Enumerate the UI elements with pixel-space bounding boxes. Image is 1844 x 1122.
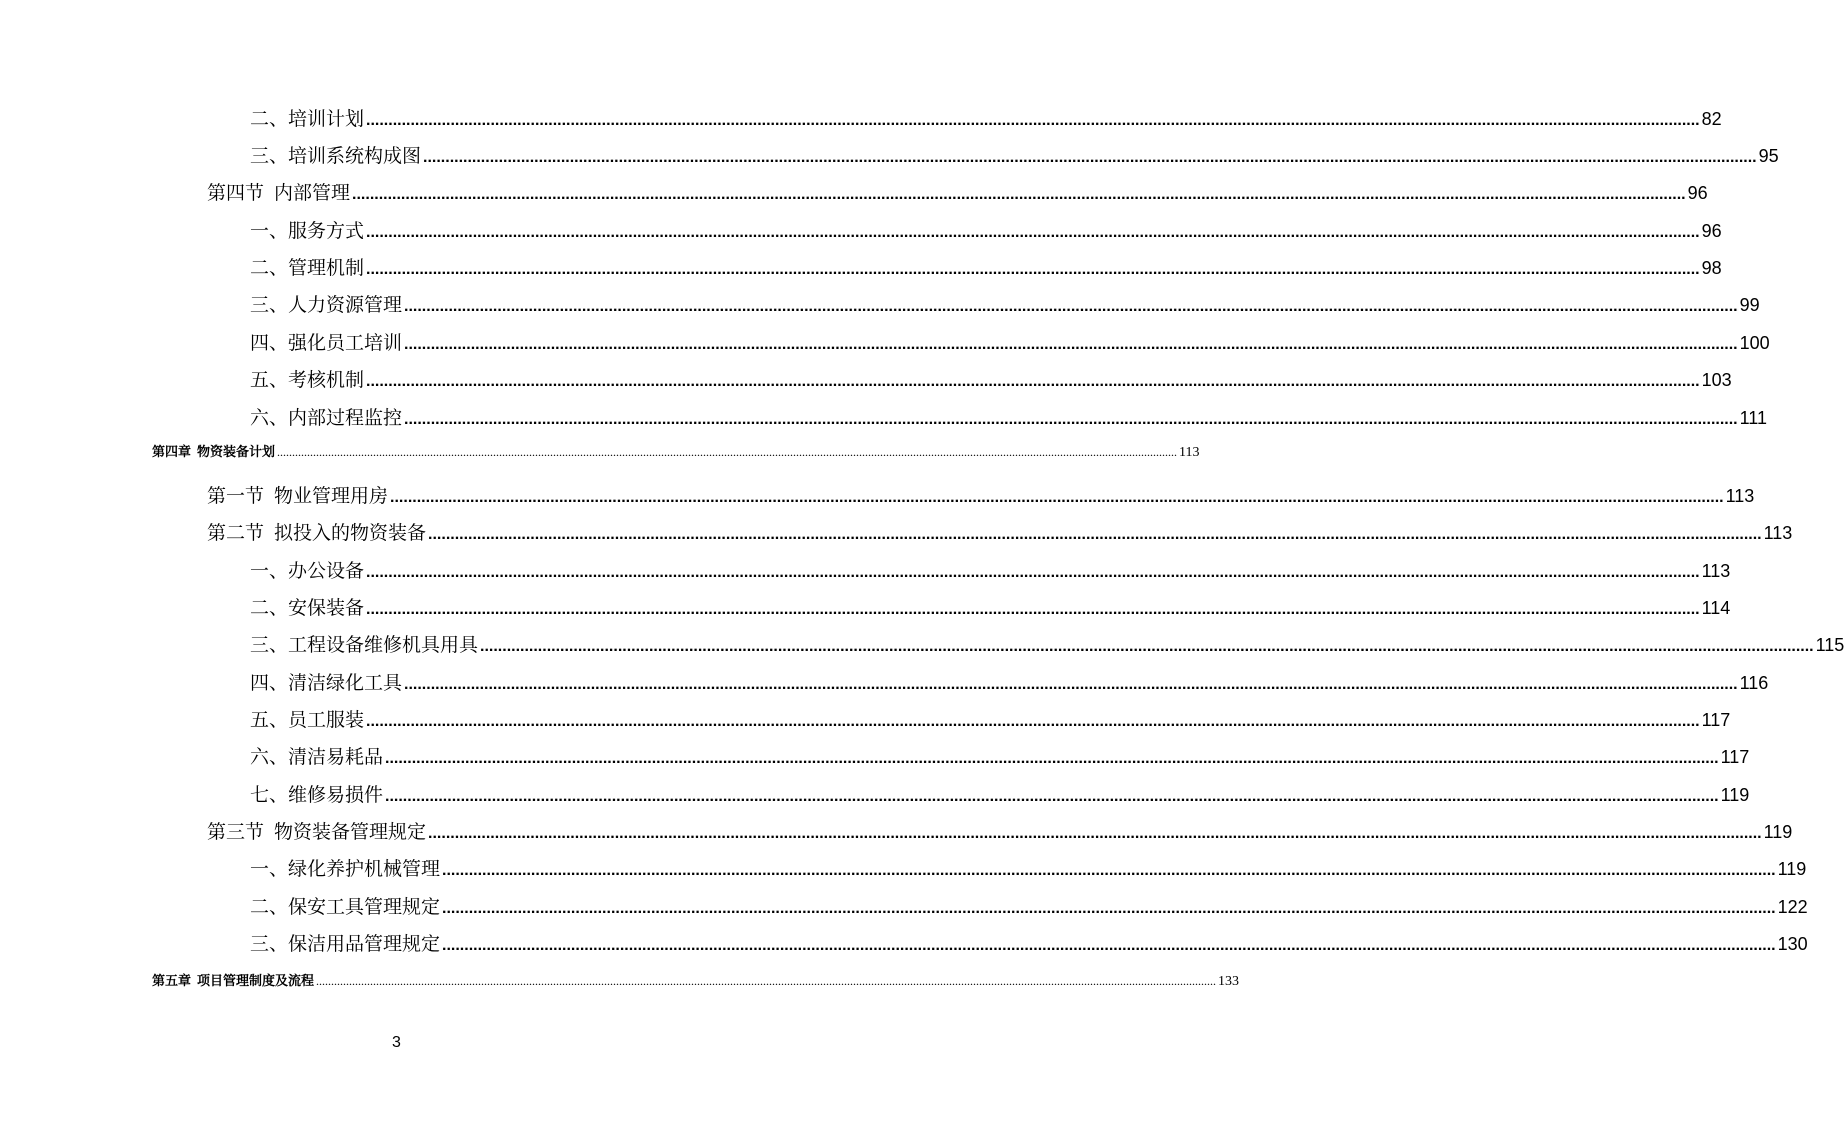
leader-dots: ............................................................................................................................................................................................................................................................................................................: [404, 676, 1738, 693]
chapter-number: 第四章: [152, 445, 192, 460]
toc-entry-page: 130: [1777, 934, 1808, 954]
toc-entry[interactable]: [250, 670, 1769, 696]
leader-dots: ............................................................................................................................................................................................................................................................................................................: [442, 900, 1776, 917]
leader-dots: ............................................................................................................................................................................................................................................................................................................: [404, 298, 1738, 315]
toc-entry[interactable]: [250, 367, 1732, 393]
toc-entry-page: 96: [1701, 221, 1722, 241]
toc-entry-page: 98: [1701, 258, 1722, 278]
leader-dots: ............................................................................................................................................................................................................................................................................................................: [366, 373, 1700, 390]
chapter-number: 第五章: [152, 974, 192, 989]
toc-chapter-entry[interactable]: [152, 442, 1200, 462]
toc-entry-page: 99: [1739, 295, 1760, 315]
toc-entry-label: 三、人力资源管理: [250, 294, 403, 316]
toc-section-entry[interactable]: [207, 180, 1708, 206]
toc-entry-label: 三、保洁用品管理规定: [250, 933, 441, 955]
toc-entry[interactable]: [250, 894, 1808, 920]
toc-section-label: [207, 520, 426, 546]
chapter-title: 项目管理制度及流程: [197, 974, 315, 989]
toc-section-label: [207, 180, 350, 206]
toc-entry-page: 113: [1179, 445, 1200, 460]
toc-entry-label: 一、服务方式: [250, 220, 365, 242]
toc-entry-page: 117: [1701, 710, 1731, 730]
section-title: 内部管理: [274, 182, 351, 204]
toc-entry-label: 一、办公设备: [250, 560, 365, 582]
leader-dots: ............................................................................................................................................................................................................................................................................................................: [442, 937, 1776, 954]
toc-chapter-entry[interactable]: [152, 971, 1240, 991]
toc-entry-page: 119: [1763, 822, 1793, 842]
leader-dots: ............................................................................................................................................................................................................................................................................................................: [428, 526, 1762, 543]
leader-dots: ............................................................................................................................................................................................................................................................................................................: [366, 112, 1700, 129]
toc-entry-page: 82: [1701, 109, 1722, 129]
toc-chapter-label: [152, 972, 314, 992]
toc-entry-page: 96: [1687, 183, 1708, 203]
toc-entry-label: 五、考核机制: [250, 369, 365, 391]
toc-entry-page: 119: [1720, 785, 1750, 805]
toc-entry[interactable]: [250, 405, 1767, 431]
leader-dots: ............................................................................................................................................................................................................................................................................................................: [423, 149, 1757, 166]
toc-entry-page: 113: [1763, 523, 1793, 543]
toc-entry-label: 二、保安工具管理规定: [250, 896, 441, 918]
chapter-title: 物资装备计划: [197, 445, 276, 460]
toc-entry-page: 114: [1701, 598, 1731, 618]
toc-section-entry[interactable]: [207, 483, 1755, 509]
leader-dots: ............................................................................................................................................................................................................................................................................................................: [428, 825, 1762, 842]
toc-section-entry[interactable]: [207, 819, 1793, 845]
leader-dots: ............................................................................................................................................................................................................................................................................................................: [390, 489, 1724, 506]
leader-dots: ............................................................................................................................................................................................................................................................................................................: [385, 750, 1719, 767]
toc-entry-label: 三、培训系统构成图: [250, 145, 422, 167]
toc-entry-label: 二、管理机制: [250, 257, 365, 279]
leader-dots: ............................................................................................................................................................................................................................................................................................................: [480, 638, 1814, 655]
toc-entry[interactable]: [250, 856, 1807, 882]
leader-dots: ............................................................................................................................................................................................................................................................................................................: [366, 224, 1700, 241]
toc-entry-label: 四、清洁绿化工具: [250, 672, 403, 694]
leader-dots: ............................................................................................................................................................................................................................................................................................................: [277, 445, 1178, 459]
section-number: 第二节: [207, 522, 265, 544]
toc-entry[interactable]: [250, 143, 1779, 169]
page-number: 3: [392, 1034, 401, 1051]
toc-entry-page: 100: [1739, 333, 1770, 353]
toc-entry-label: 七、维修易损件: [250, 784, 384, 806]
toc-entry[interactable]: [250, 330, 1770, 356]
section-title: 物业管理用房: [274, 485, 389, 507]
toc-entry[interactable]: [250, 595, 1731, 621]
toc-section-label: [207, 483, 388, 509]
toc-entry-page: 116: [1739, 673, 1769, 693]
toc-entry-page: 111: [1739, 408, 1767, 428]
toc-entry-page: 113: [1725, 486, 1755, 506]
toc-entry-page: 119: [1777, 859, 1807, 879]
toc-entry-page: 95: [1758, 146, 1779, 166]
toc-entry-page: 133: [1218, 974, 1240, 989]
toc-entry[interactable]: [250, 707, 1731, 733]
toc-entry[interactable]: [250, 931, 1808, 957]
toc-entry[interactable]: [250, 782, 1750, 808]
toc-entry[interactable]: [250, 218, 1722, 244]
toc-entry[interactable]: [250, 558, 1731, 584]
toc-entry-page: 103: [1701, 370, 1732, 390]
toc-entry-label: 六、清洁易耗品: [250, 746, 384, 768]
toc-entry-label: 一、绿化养护机械管理: [250, 858, 441, 880]
toc-section-label: [207, 819, 426, 845]
toc-entry-label: 四、强化员工培训: [250, 332, 403, 354]
toc-entry-label: 五、员工服装: [250, 709, 365, 731]
toc-entry[interactable]: [250, 632, 1844, 658]
toc-entry-page: 122: [1777, 897, 1808, 917]
leader-dots: ............................................................................................................................................................................................................................................................................................................: [442, 862, 1776, 879]
section-title: 拟投入的物资装备: [274, 522, 427, 544]
toc-entry-label: 二、培训计划: [250, 108, 365, 130]
leader-dots: ............................................................................................................................................................................................................................................................................................................: [404, 411, 1738, 428]
toc-chapter-label: [152, 443, 275, 463]
leader-dots: ............................................................................................................................................................................................................................................................................................................: [352, 186, 1686, 203]
toc-entry[interactable]: [250, 744, 1750, 770]
leader-dots: ............................................................................................................................................................................................................................................................................................................: [366, 261, 1700, 278]
section-number: 第一节: [207, 485, 265, 507]
toc-entry-page: 117: [1720, 747, 1750, 767]
leader-dots: ............................................................................................................................................................................................................................................................................................................: [366, 713, 1700, 730]
toc-entry-label: 二、安保装备: [250, 597, 365, 619]
toc-entry-label: 六、内部过程监控: [250, 407, 403, 429]
leader-dots: ............................................................................................................................................................................................................................................................................................................: [404, 336, 1738, 353]
section-number: 第三节: [207, 821, 265, 843]
toc-entry[interactable]: [250, 292, 1760, 318]
toc-entry-label: 三、工程设备维修机具用具: [250, 634, 479, 656]
leader-dots: ............................................................................................................................................................................................................................................................................................................: [316, 974, 1217, 988]
toc-entry[interactable]: [250, 255, 1722, 281]
leader-dots: ............................................................................................................................................................................................................................................................................................................: [366, 564, 1700, 581]
section-title: 物资装备管理规定: [274, 821, 427, 843]
toc-entry-page: 113: [1701, 561, 1731, 581]
toc-entry[interactable]: [250, 106, 1722, 132]
toc-section-entry[interactable]: [207, 520, 1793, 546]
leader-dots: ............................................................................................................................................................................................................................................................................................................: [385, 788, 1719, 805]
leader-dots: ............................................................................................................................................................................................................................................................................................................: [366, 601, 1700, 618]
toc-entry-page: 115: [1815, 635, 1844, 655]
section-number: 第四节: [207, 182, 265, 204]
